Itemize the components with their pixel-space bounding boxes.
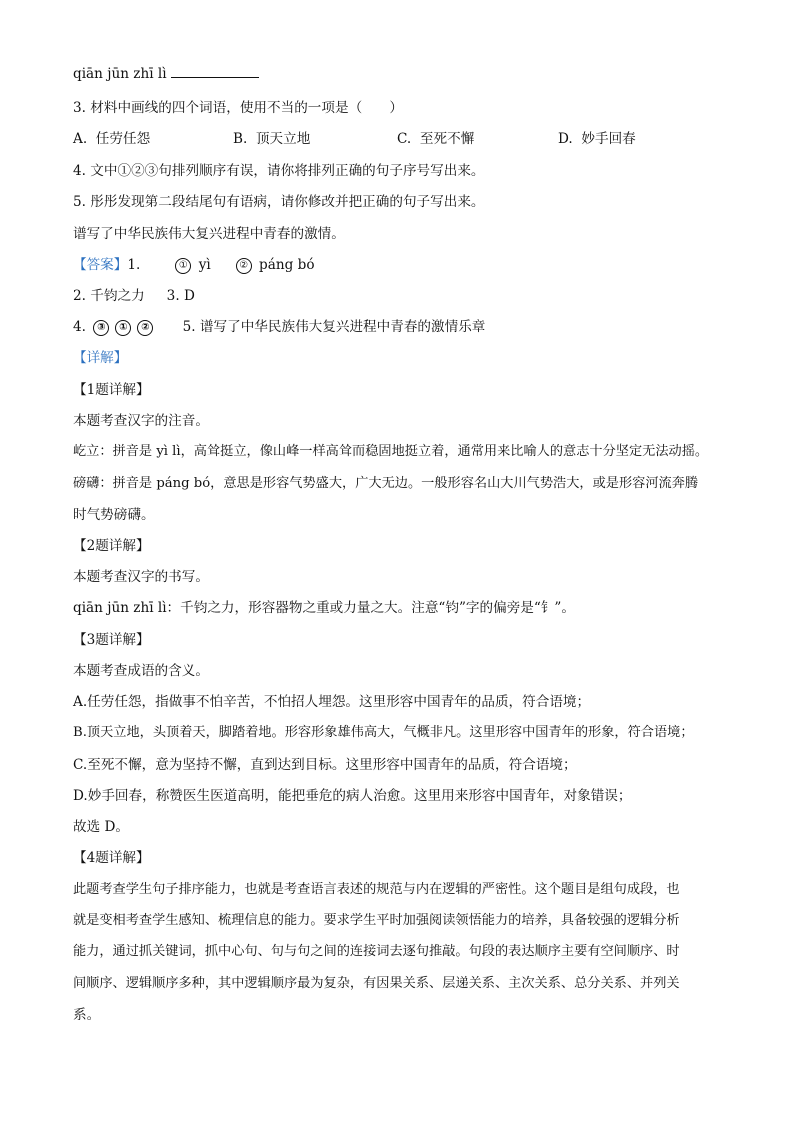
answer-line: [73, 255, 315, 275]
section-4-line-4: 间顺序、逻辑顺序多种，其中逻辑顺序最为复杂，有因果关系、层递关系、主次关系、总分关系、并列关: [73, 976, 680, 991]
answer-q3: 3. D: [166, 288, 195, 304]
section-1-line-1: 本题考查汉字的注音。: [73, 413, 209, 429]
section-3-line-4: C.至死不懈，意为坚持不懈，直到达到目标。这里形容中国青年的品质，符合语境；: [73, 757, 577, 773]
option-c: [397, 129, 474, 149]
answer-line-2: [73, 286, 195, 306]
option-a-key: A.: [73, 131, 88, 147]
question-3: 3. 材料中画线的四个词语，使用不当的一项是（ ）: [73, 100, 403, 116]
section-4-line-2: 就是变相考查学生感知、梳理信息的能力。要求学生平时加强阅读领悟能力的培养，具备较强的逻辑分析: [73, 913, 680, 928]
option-c-key: C.: [397, 131, 412, 147]
section-2-line-2: qiān jūn zhī lì：千钧之力，形容器物之重或力量之大。注意“钧”字的偏旁是“钅”。: [73, 600, 575, 616]
section-2-heading: 【2题详解】: [73, 538, 150, 554]
section-3-line-5: D.妙手回春，称赞医生医道高明，能把垂危的病人治愈。这里用来形容中国青年，对象错误；: [73, 788, 632, 804]
option-b-text: 顶天立地: [255, 131, 311, 147]
option-b-key: B.: [233, 131, 248, 147]
circled-mark-1b: ①: [115, 320, 131, 336]
section-4-heading: 【4题详解】: [73, 850, 150, 866]
option-b: [233, 129, 310, 149]
circled-mark-2: ②: [236, 258, 252, 274]
section-4-line-5: 系。: [73, 1007, 101, 1023]
answer-q4-num: 4.: [73, 319, 86, 335]
section-1-line-4: 时气势磅礴。: [73, 507, 155, 523]
answer-q2: 2. 千钧之力: [73, 288, 145, 304]
pinyin-blank-line: [73, 64, 259, 84]
answer-q1-val2: páng bó: [259, 257, 315, 273]
section-3-line-1: 本题考查成语的含义。: [73, 663, 209, 679]
option-c-text: 至死不懈: [419, 131, 475, 147]
section-2-line-1: 本题考查汉字的书写。: [73, 569, 209, 585]
section-1-heading: 【1题详解】: [73, 382, 150, 398]
answer-line-3: [73, 317, 485, 337]
answer-q1-val1: yì: [198, 257, 211, 273]
answer-blank: [171, 64, 259, 78]
answer-q1-num: 1.: [127, 257, 141, 273]
section-1-line-3: 磅礴：拼音是 páng bó，意思是形容气势盛大，广大无边。一般形容名山大川气势浩大，或是形容河流奔腾: [73, 476, 699, 491]
option-d-text: 妙手回春: [581, 131, 636, 147]
question-5: 5. 彤彤发现第二段结尾句有语病，请你修改并把正确的句子写出来。: [73, 194, 485, 210]
option-d-key: D.: [558, 131, 573, 147]
section-3-line-3: B.顶天立地，头顶着天，脚踏着地。形容形象雄伟高大，气概非凡。这里形容中国青年的形象，符合语境；: [73, 725, 694, 740]
section-4-line-3: 能力，通过抓关键词，抓中心句、句与句之间的连接词去逐句推敲。句段的表达顺序主要有空间顺序、时: [73, 944, 680, 959]
option-a: [73, 129, 150, 149]
section-3-line-2: A.任劳任怨，指做事不怕辛苦，不怕招人埋怨。这里形容中国青年的品质，符合语境；: [73, 694, 591, 710]
circled-mark-2b: ②: [137, 320, 153, 336]
section-4-line-1: 此题考查学生句子排序能力，也就是考查语言表述的规范与内在逻辑的严密性。这个题目是组句成段，也: [73, 882, 680, 897]
circled-mark-1: ①: [175, 258, 191, 274]
question-4: 4. 文中①②③句排列顺序有误，请你将排列正确的句子序号写出来。: [73, 163, 485, 179]
pinyin-text: qiān jūn zhī lì: [73, 66, 167, 82]
section-3-line-6: 故选 D。: [73, 819, 130, 835]
option-d: [558, 129, 636, 149]
section-1-line-2: 屹立：拼音是 yì lì，高耸挺立，像山峰一样高耸而稳固地挺立着，通常用来比喻人的意志十分坚定无法动摇。: [73, 444, 709, 459]
section-3-heading: 【3题详解】: [73, 632, 150, 648]
detail-label: 【详解】: [73, 350, 128, 366]
option-a-text: 任劳任怨: [95, 131, 151, 147]
circled-mark-3: ③: [93, 320, 109, 336]
answer-q5: 5. 谱写了中华民族伟大复兴进程中青春的激情乐章: [182, 319, 486, 335]
sentence-fragment: 谱写了中华民族伟大复兴进程中青春的激情。: [73, 226, 345, 242]
answer-label: 【答案】: [73, 257, 128, 273]
